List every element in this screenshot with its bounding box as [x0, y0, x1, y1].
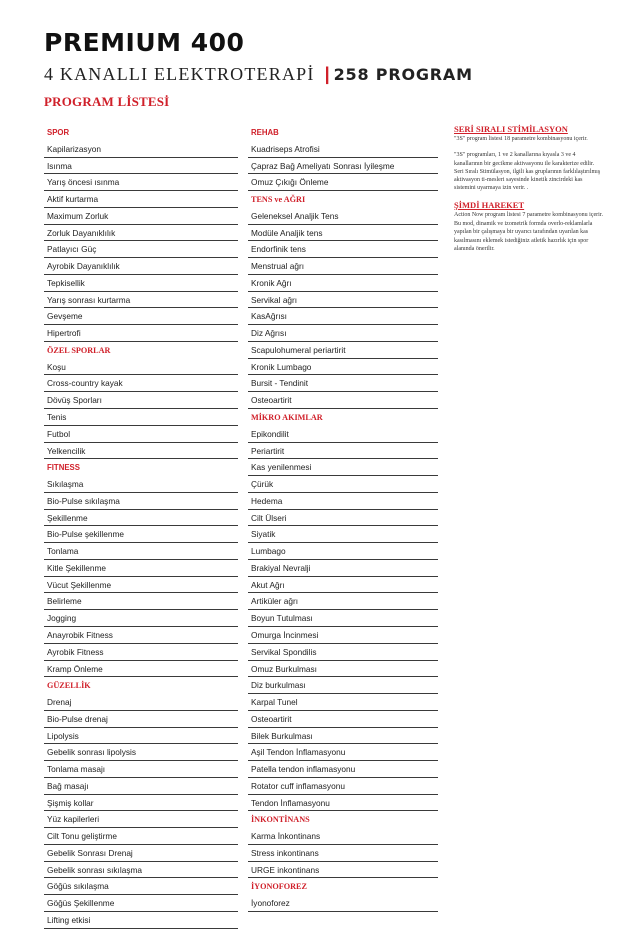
- serial-stimulation-description: "3S" programları, 1 ve 2 kanallarına kıyasla 3 ve 4 kanallarının bir gecikme aktivasyonu ile karakterize edilir. Seri Sıralı Stimülasyon, ilgili kas gruplarının farklılaştırılmış aktivasyon ti-mesleri sayesinde kinetik zincirdeki kas sistemini uyarmaya izin verir. .: [454, 152, 601, 192]
- program-item: Tendon İnflamasyonu: [248, 795, 438, 812]
- subtitle-channels: 4 KANALLI ELEKTROTERAPİ: [44, 64, 315, 84]
- program-item: Karpal Tunel: [248, 694, 438, 711]
- program-item: Göğüs sıkılaşma: [44, 878, 238, 895]
- section-title-fitness: FITNESS: [47, 463, 80, 473]
- program-item: Omuz Burkulması: [248, 661, 438, 678]
- program-item: Servikal Spondilis: [248, 644, 438, 661]
- program-item: Gebelik sonrası lipolysis: [44, 744, 238, 761]
- program-item: Vücut Şekillenme: [44, 577, 238, 594]
- section-title-ozel: ÖZEL SPORLAR: [47, 345, 111, 355]
- program-item: Brakiyal Nevralji: [248, 560, 438, 577]
- program-item: Ayrobik Dayanıklılık: [44, 258, 238, 275]
- program-item: Gevşeme: [44, 308, 238, 325]
- program-item: Gebelik Sonrası Drenaj: [44, 845, 238, 862]
- program-item: Boyun Tutulması: [248, 610, 438, 627]
- program-item: Scapulohumeral periartirit: [248, 342, 438, 359]
- program-item: Tonlama: [44, 543, 238, 560]
- program-item: Akut Ağrı: [248, 577, 438, 594]
- program-item: Yarış sonrası kurtarma: [44, 292, 238, 309]
- page-title: PREMIUM 400: [44, 28, 245, 57]
- program-item: Anayrobik Fitness: [44, 627, 238, 644]
- section-title-spor: SPOR: [47, 128, 70, 137]
- action-now-intro: Action Now program listesi 7 parametre kombinasyonu içerir.: [454, 211, 603, 218]
- program-item: Rotator cuff inflamasyonu: [248, 778, 438, 795]
- program-item: Aşil Tendon İnflamasyonu: [248, 744, 438, 761]
- program-item: Stress inkontinans: [248, 845, 438, 862]
- program-item: Lipolysis: [44, 728, 238, 745]
- program-item: Koşu: [44, 359, 238, 376]
- program-item: Cross-country kayak: [44, 375, 238, 392]
- action-now-title: ŞİMDİ HAREKET: [454, 199, 525, 210]
- action-now-description: Bu mod, dinamik ve izometrik formda overlo-reklamlarla yapılan bir çalışmaya bir uyarıcı tarafından uyarılan kas kasılmasını eklemek istediğiniz atletik hazırlık için spor alanında önerilir.: [454, 221, 593, 252]
- program-item: Zorluk Dayanıklılık: [44, 225, 238, 242]
- program-item: Bağ masajı: [44, 778, 238, 795]
- program-item: Kuadriseps Atrofisi: [248, 141, 438, 158]
- program-item: Periartirit: [248, 443, 438, 460]
- program-column-middle: [248, 124, 438, 912]
- program-item: Bursit - Tendinit: [248, 375, 438, 392]
- program-item: Hedema: [248, 493, 438, 510]
- program-item: KasAğrısı: [248, 308, 438, 325]
- program-item: Kramp Önleme: [44, 661, 238, 678]
- program-item: URGE inkontinans: [248, 862, 438, 879]
- subtitle: [44, 62, 604, 88]
- header: [44, 28, 604, 110]
- program-column-left: [44, 124, 238, 929]
- section-title-tens: TENS ve AĞRI: [251, 195, 306, 205]
- program-item: Diz burkulması: [248, 677, 438, 694]
- program-item: Şişmiş kollar: [44, 795, 238, 812]
- program-item: Yarış öncesi ısınma: [44, 174, 238, 191]
- program-item: Endorfinik tens: [248, 241, 438, 258]
- program-item: Tenis: [44, 409, 238, 426]
- program-item: Artiküler ağrı: [248, 593, 438, 610]
- section-title-guzellik: GÜZELLİK: [47, 681, 91, 691]
- program-item: Lifting etkisi: [44, 912, 238, 929]
- program-item: Kapilarizasyon: [44, 141, 238, 158]
- subtitle-divider: |: [324, 64, 330, 84]
- program-item: Çürük: [248, 476, 438, 493]
- program-item: Dövüş Sporları: [44, 392, 238, 409]
- program-item: Cilt Ülseri: [248, 510, 438, 527]
- serial-stimulation-title: SERİ SIRALI STİMİLASYON: [454, 124, 568, 134]
- program-item: Kronik Lumbago: [248, 359, 438, 376]
- program-item: Geleneksel Analjik Tens: [248, 208, 438, 225]
- program-item: Modüle Analjik tens: [248, 225, 438, 242]
- program-item: Menstrual ağrı: [248, 258, 438, 275]
- program-item: Çapraz Bağ Ameliyatı Sonrası İyileşme: [248, 158, 438, 175]
- program-item: Bio-Pulse drenaj: [44, 711, 238, 728]
- program-item: Epikondilit: [248, 426, 438, 443]
- program-item: Cilt Tonu geliştirme: [44, 828, 238, 845]
- program-item: Servikal ağrı: [248, 292, 438, 309]
- program-item: Isınma: [44, 158, 238, 175]
- program-item: Bilek Burkulması: [248, 728, 438, 745]
- program-item: Ayrobik Fitness: [44, 644, 238, 661]
- program-list-heading: PROGRAM LİSTESİ: [44, 94, 170, 109]
- program-item: Bio-Pulse şekillenme: [44, 526, 238, 543]
- program-item: Osteoartirit: [248, 392, 438, 409]
- program-item: Kitle Şekillenme: [44, 560, 238, 577]
- program-item: Aktif kurtarma: [44, 191, 238, 208]
- program-item: Patella tendon inflamasyonu: [248, 761, 438, 778]
- program-item: Maximum Zorluk: [44, 208, 238, 225]
- program-item: Siyatik: [248, 526, 438, 543]
- serial-stimulation-intro: "3S" program listesi 18 parametre kombinasyonu içerir.: [454, 136, 588, 142]
- program-item: Karma İnkontinans: [248, 828, 438, 845]
- section-title-inkontinans: İNKONTİNANS: [251, 815, 310, 825]
- program-item: Diz Ağrısı: [248, 325, 438, 342]
- program-item: Osteoartirit: [248, 711, 438, 728]
- program-item: Yelkencilik: [44, 443, 238, 460]
- subtitle-program-count: 258 PROGRAM: [333, 65, 473, 84]
- program-item: Belirleme: [44, 593, 238, 610]
- program-item: Bio-Pulse sıkılaşma: [44, 493, 238, 510]
- program-item: Patlayıcı Güç: [44, 241, 238, 258]
- program-item: Futbol: [44, 426, 238, 443]
- program-item: Sıkılaşma: [44, 476, 238, 493]
- program-item: Gebelik sonrası sıkılaşma: [44, 862, 238, 879]
- program-item: Yüz kapilerleri: [44, 811, 238, 828]
- section-title-rehab: REHAB: [251, 128, 279, 137]
- program-item: Drenaj: [44, 694, 238, 711]
- program-item: Hipertrofi: [44, 325, 238, 342]
- program-item: Lumbago: [248, 543, 438, 560]
- program-item: Omurga İncinmesi: [248, 627, 438, 644]
- program-item: Tonlama masajı: [44, 761, 238, 778]
- program-item: Kas yenilenmesi: [248, 459, 438, 476]
- section-title-mikro: MİKRO AKIMLAR: [251, 413, 323, 423]
- program-item: Omuz Çıkığı Önleme: [248, 174, 438, 191]
- program-item: Kronik Ağrı: [248, 275, 438, 292]
- program-item: Göğüs Şekillenme: [44, 895, 238, 912]
- program-item: Şekillenme: [44, 510, 238, 527]
- program-item: Jogging: [44, 610, 238, 627]
- notes-column: [454, 124, 604, 253]
- program-item: Tepkisellik: [44, 275, 238, 292]
- section-title-iyonoforez: İYONOFOREZ: [251, 882, 307, 892]
- program-item: İyonoforez: [248, 895, 438, 912]
